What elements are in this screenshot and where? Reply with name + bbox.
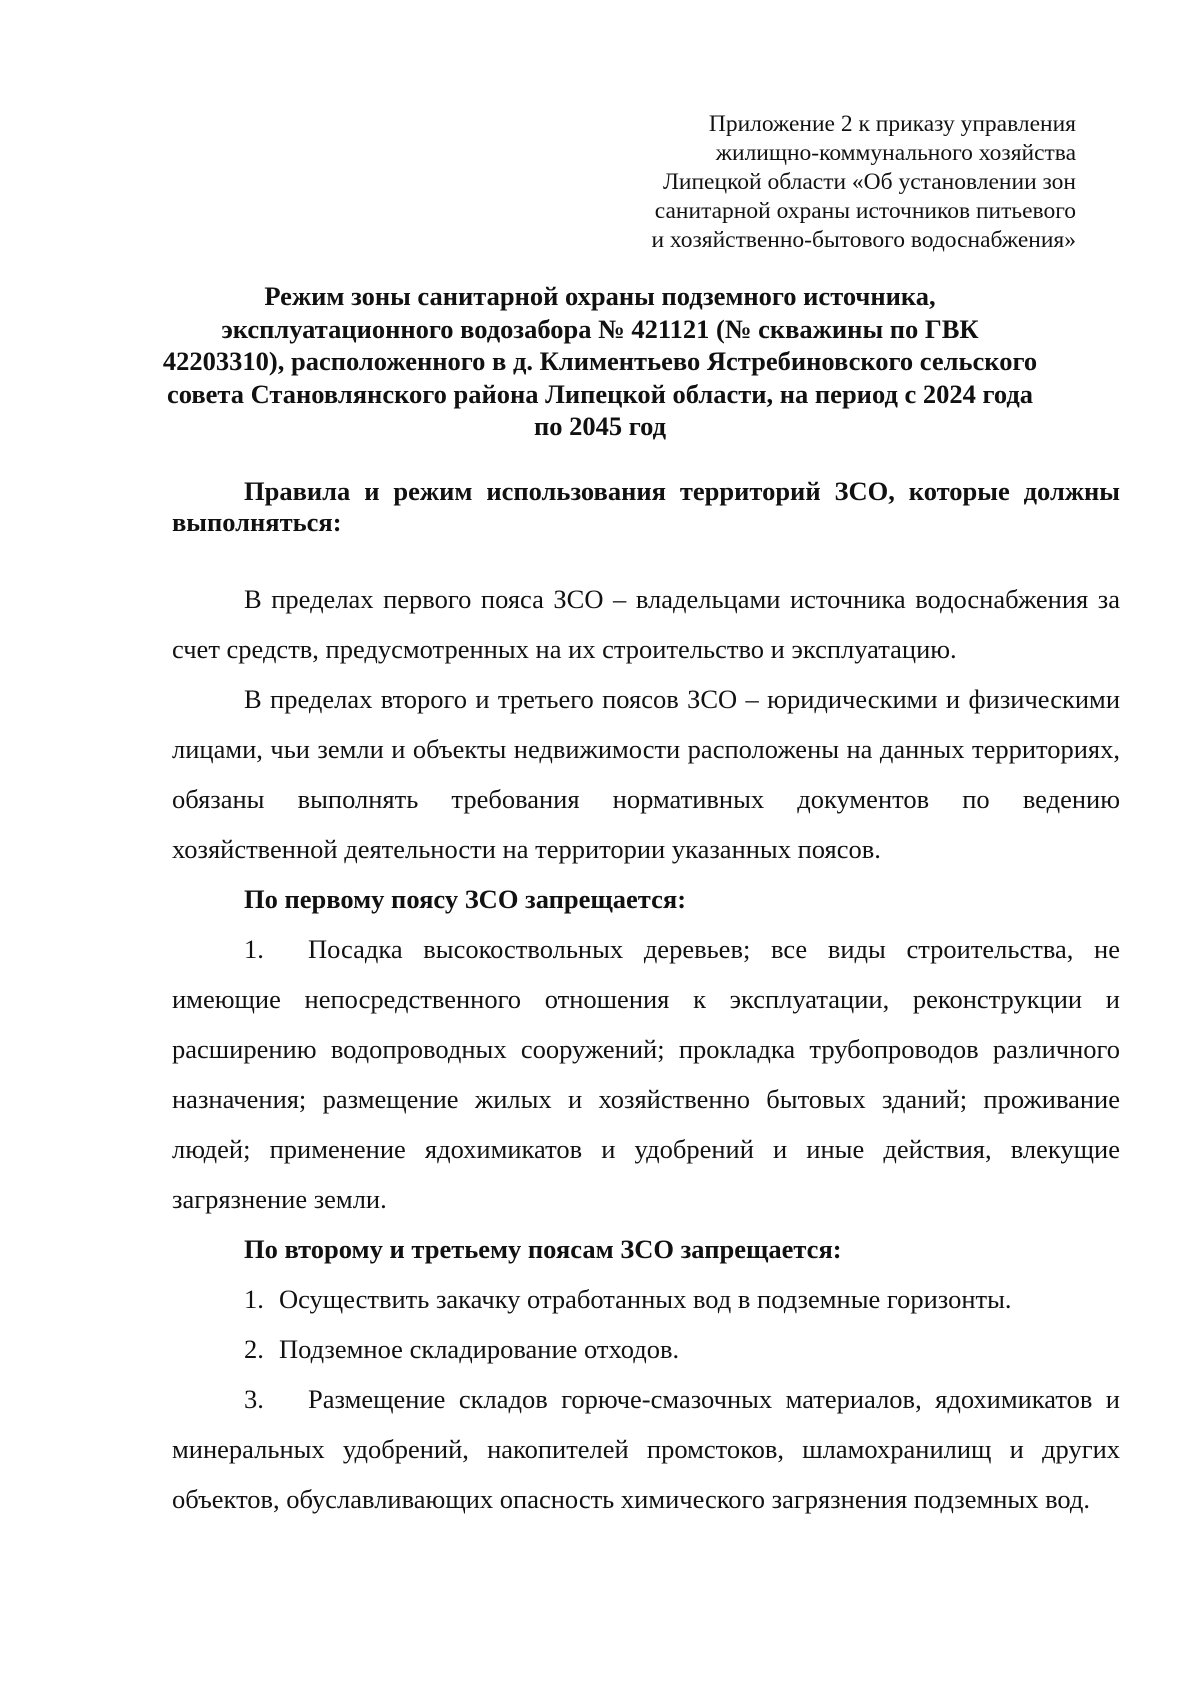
document-body xyxy=(172,574,1120,1524)
title-line: Режим зоны санитарной охраны подземного источника, xyxy=(264,281,936,311)
annex-reference xyxy=(516,110,1076,255)
title-line: совета Становлянского района Липецкой области, на период с 2024 года xyxy=(167,378,1033,409)
item-number: 1. xyxy=(244,1284,264,1314)
title-line: по 2045 год xyxy=(533,411,667,441)
title-line: 42203310), расположенного в д. Климентьево Ястребиновского сельского xyxy=(162,346,1038,376)
annex-line: санитарной охраны источников питьевого xyxy=(654,198,1076,224)
rules-heading: Правила и режим использования территорий ЗСО, которые должны выполняться: xyxy=(172,476,1120,537)
annex-line: Приложение 2 к приказу управления xyxy=(708,111,1076,137)
title-line: эксплуатационного водозабора № 421121 (№ скважины по ГВК xyxy=(221,313,979,344)
item-text: Посадка высокоствольных деревьев; все виды строительства, не имеющие непосредственного отношения к эксплуатации, реконструкции и расширению водопроводных сооружений; прокладка трубопроводов различного назначения; размещение жилых и хозяйственно бытовых зданий; проживание людей; применение ядохимикатов и удобрений и иные действия, влекущие загрязнение земли. xyxy=(172,934,1120,1214)
first-belt-heading: По первому поясу ЗСО запрещается: xyxy=(244,884,687,914)
item-text: Размещение складов горюче-смазочных материалов, ядохимикатов и минеральных удобрений, накопителей промстоков, шламохранилищ и других объектов, обуславливающих опасность химического загрязнения подземных вод. xyxy=(172,1384,1120,1514)
second-third-belts-item xyxy=(172,1324,1120,1374)
item-text: Подземное складирование отходов. xyxy=(279,1334,680,1364)
paragraph-second-third-belts: В пределах второго и третьего поясов ЗСО – юридическими и физическими лицами, чьи земли и объекты недвижимости расположены на данных территориях, обязаны выполнять требования нормативных документов по ведению хозяйственной деятельности на территории указанных поясов. xyxy=(172,684,1120,864)
annex-line: жилищно-коммунального хозяйства xyxy=(715,140,1076,166)
item-number: 1. xyxy=(244,934,264,964)
annex-line: Липецкой области «Об установлении зон xyxy=(662,169,1076,195)
item-number: 2. xyxy=(244,1334,264,1364)
second-third-belts-item xyxy=(172,1274,1120,1324)
item-text: Осуществить закачку отработанных вод в подземные горизонты. xyxy=(279,1284,1012,1314)
item-number: 3. xyxy=(244,1384,264,1414)
paragraph-first-belt-owners: В пределах первого пояса ЗСО – владельцами источника водоснабжения за счет средств, предусмотренных на их строительство и эксплуатацию. xyxy=(172,584,1120,664)
first-belt-item xyxy=(172,924,1120,1224)
annex-line: и хозяйственно-бытового водоснабжения» xyxy=(651,227,1076,253)
second-third-belts-item xyxy=(172,1374,1120,1524)
document-title xyxy=(160,280,1040,443)
second-third-belts-heading: По второму и третьему поясам ЗСО запрещается: xyxy=(244,1234,842,1264)
